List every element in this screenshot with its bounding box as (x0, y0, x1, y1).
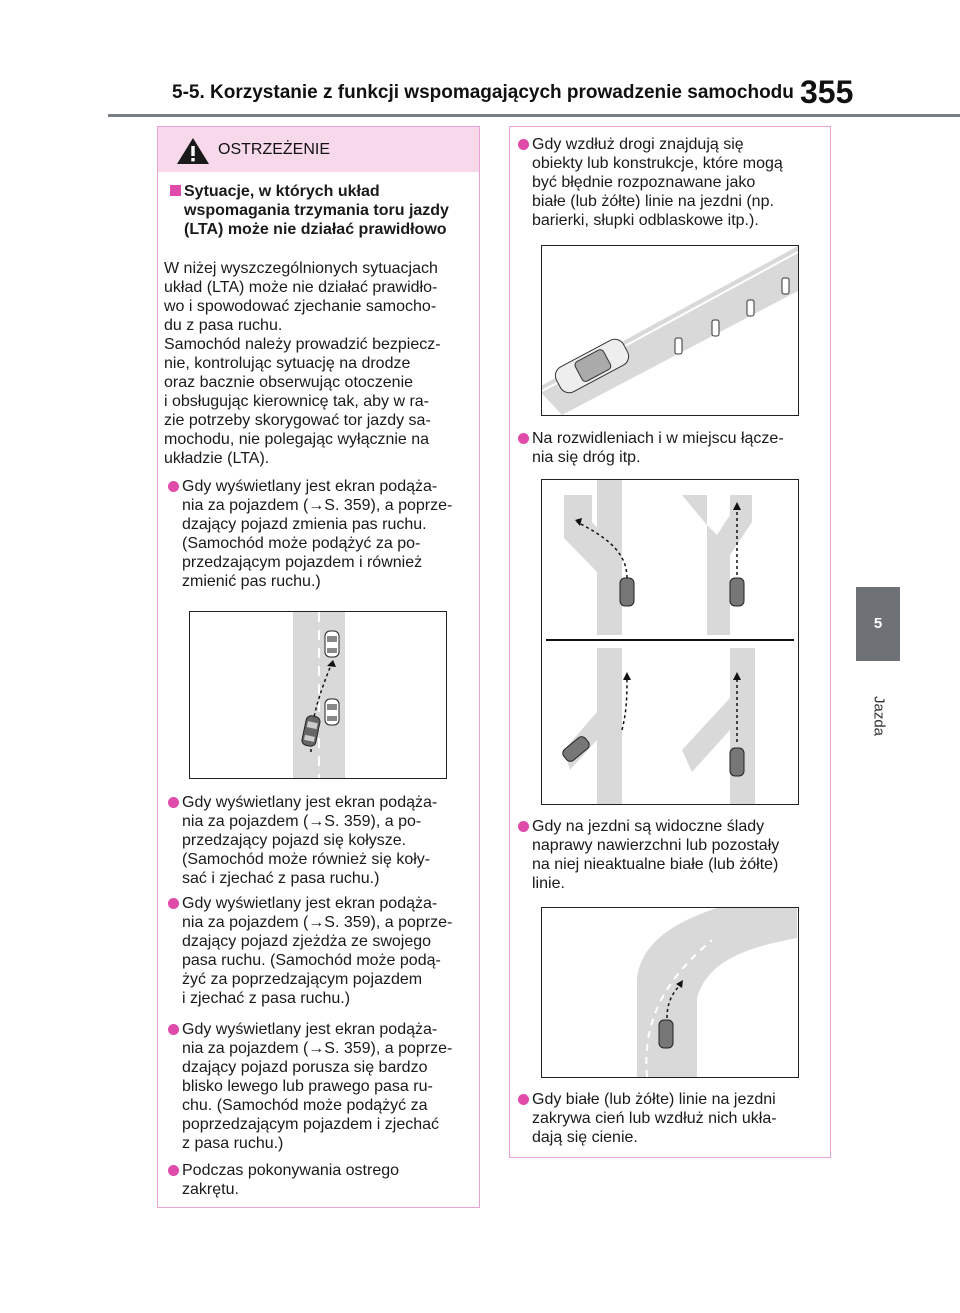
list-item (168, 1161, 478, 1199)
page-header-title: 5-5. Korzystanie z funkcji wspomagających prowadzenie samochodu (172, 82, 794, 103)
round-bullet-icon (168, 481, 179, 492)
list-item-text: Gdy wyświetlany jest ekran podąża- nia za pojazdem (→S. 359), a poprze- dzający pojazd zmienia pas ruchu. (Samochód może podążyć za po- przedzającym pojazdem i również zmienić pas ruchu.) (182, 478, 453, 590)
warning-box-left (157, 126, 480, 1208)
illustration-roadside-posts (541, 245, 799, 416)
illustration-road-repair (541, 907, 799, 1078)
round-bullet-icon (168, 797, 179, 808)
lane-change-diagram (190, 612, 446, 778)
round-bullet-icon (518, 139, 529, 150)
illustration-lane-change (189, 611, 447, 779)
page-number: 355 (800, 74, 854, 110)
list-item-text: Gdy białe (lub żółte) linie na jezdni zakrywa cień lub wzdłuż nich ukła- dają się cienie. (532, 1091, 777, 1146)
chapter-label (857, 676, 901, 756)
round-bullet-icon (168, 898, 179, 909)
square-bullet-icon (170, 185, 181, 196)
round-bullet-icon (168, 1024, 179, 1035)
warning-box-right (509, 126, 831, 1158)
list-item (168, 477, 478, 591)
list-item-text: Gdy na jezdni są widoczne ślady naprawy nawierzchni lub pozostały na niej nieaktualne białe (lub żółte) linie. (532, 818, 780, 892)
warning-label: OSTRZEŻENIE (218, 141, 331, 158)
road-repair-diagram (542, 908, 798, 1077)
list-item-text: Na rozwidleniach i w miejscu łącze- nia się dróg itp. (532, 430, 784, 466)
roadside-posts-diagram (542, 246, 798, 415)
list-item-text: Gdy wyświetlany jest ekran podąża- nia za pojazdem (→S. 359), a po- przedzający pojazd się kołysze. (Samochód może również się koły- sać i zjechać z pasa ruchu.) (182, 794, 438, 887)
section-title (170, 182, 470, 239)
list-item (168, 793, 478, 888)
list-item-text: Gdy wyświetlany jest ekran podąża- nia za pojazdem (→S. 359), a poprze- dzający pojazd porusza się bardzo blisko lewego lub prawego pasa ru- chu. (Samochód może podążyć za poprzedzającym pojazdem i zjechać z pasa ruchu.) (182, 1021, 453, 1152)
header-rule (108, 114, 960, 117)
list-item (168, 1020, 478, 1153)
list-item-text: Gdy wzdłuż drogi znajdują się obiekty lub konstrukcje, które mogą być błędnie rozpoznawane jako białe (lub żółte) linie na jezdni (np. barierki, słupki odblaskowe itp.). (532, 136, 783, 229)
round-bullet-icon (518, 821, 529, 832)
round-bullet-icon (518, 433, 529, 444)
illustration-road-forks (541, 479, 799, 805)
round-bullet-icon (518, 1094, 529, 1105)
warning-triangle-icon (176, 137, 210, 165)
chapter-label-text: Jazda (870, 695, 888, 737)
section-title-text: Sytuacje, w których układ wspomagania trzymania toru jazdy (LTA) może nie działać prawidłowo (184, 183, 449, 238)
list-item-text: Gdy wyświetlany jest ekran podąża- nia za pojazdem (→S. 359), a poprze- dzający pojazd zjeżdża ze swojego pasa ruchu. (Samochód może podą- żyć za poprzedzającym pojazdem i zjechać z pasa ruchu.) (182, 895, 453, 1007)
list-item (518, 817, 828, 893)
round-bullet-icon (168, 1165, 179, 1176)
car-icon (325, 631, 339, 657)
list-item (518, 429, 828, 467)
car-icon (659, 1020, 673, 1048)
intro-paragraph: W niżej wyszczególnionych sytuacjach układ (LTA) może nie działać prawidło- wo i spowodować zjechanie samocho- du z pasa ruchu. Samochód należy prowadzić bezpiecz- nie, kontrolując sytuację na drodze oraz bacznie obserwując otoczenie i obsługując kierownicę tak, aby w ra- zie potrzeby skorygować tor jazdy sa- mochodu, nie polegając wyłącznie na układzie (LTA). (164, 260, 441, 467)
road-forks-diagram (542, 480, 798, 804)
list-item (518, 1090, 828, 1147)
list-item (518, 135, 828, 230)
list-item-text: Podczas pokonywania ostrego zakrętu. (182, 1162, 400, 1198)
chapter-tab[interactable]: 5 (856, 587, 900, 661)
warning-header (158, 127, 479, 172)
list-item (168, 894, 478, 1008)
